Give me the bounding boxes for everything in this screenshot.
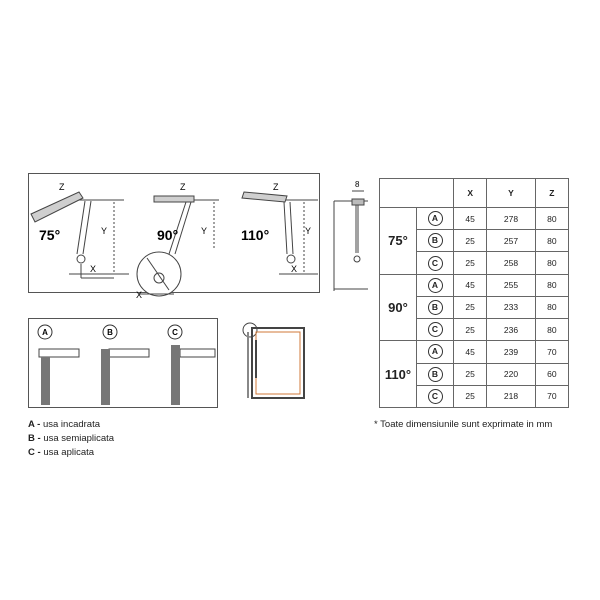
header-x: X [454,179,487,208]
cabinet-sketch-svg [238,318,308,406]
mount-a-badge: A [42,328,48,337]
legend-item-a: A - usa incadrata [28,419,101,430]
cell-x: 25 [454,230,487,252]
mount-b-top-hatched [109,349,149,357]
row-label-badge: A [428,344,443,359]
dim-y-110: Y [305,226,312,236]
dim-z-75: Z [59,182,65,192]
mounting-types-svg [29,319,217,407]
row-label-badge: C [428,389,443,404]
cell-z: 80 [535,230,568,252]
dim-8: 8 [355,180,360,189]
cell-x: 25 [454,363,487,385]
dim-z-110: Z [273,182,279,192]
angle-diagrams-svg [29,174,319,300]
cell-x: 25 [454,319,487,341]
cell-x: 45 [454,274,487,296]
angle-90-label: 90° [157,227,179,243]
dim-x-75: X [90,264,97,274]
cell-z: 80 [535,319,568,341]
table-row [380,341,569,363]
table-header-row [380,179,569,208]
mount-c-top-hatched [180,349,215,357]
cell-z: 80 [535,296,568,318]
angle-110-label: 110° [241,227,270,243]
cell-z: 80 [535,274,568,296]
row-label-badge: B [428,233,443,248]
units-note: * Toate dimensiunile sunt exprimate in mm [374,419,553,430]
angle-cell-110: 110° [380,341,417,408]
mounting-legend [28,418,114,460]
row-label-badge: C [428,322,443,337]
cell-y: 258 [487,252,535,274]
cell-y: 278 [487,208,535,230]
row-label-badge: B [428,367,443,382]
dimensions-table [379,178,569,408]
cell-y: 220 [487,363,535,385]
dim-z-90: Z [180,182,186,192]
row-label-badge: A [428,278,443,293]
cell-y: 236 [487,319,535,341]
cell-z: 70 [535,385,568,407]
angle-cell-90: 90° [380,274,417,341]
cabinet-sketch [238,318,308,406]
cell-x: 45 [454,208,487,230]
row-label-badge: B [428,300,443,315]
cell-y: 255 [487,274,535,296]
mount-a-door [41,357,50,405]
cell-x: 25 [454,385,487,407]
mount-c-badge: C [172,328,178,337]
cell-x: 45 [454,341,487,363]
cell-y: 239 [487,341,535,363]
angle-cell-75: 75° [380,208,417,275]
mount-a-top-hatched [39,349,79,357]
cell-z: 80 [535,252,568,274]
cell-z: 70 [535,341,568,363]
side-view-svg [330,173,368,291]
header-y: Y [487,179,535,208]
dim-y-75: Y [101,226,108,236]
mount-c-door [171,345,180,405]
row-label-badge: A [428,211,443,226]
legend-item-c: C - usa aplicata [28,447,95,458]
cell-y: 257 [487,230,535,252]
cell-z: 60 [535,363,568,385]
dim-x-110: X [291,264,298,274]
cell-z: 80 [535,208,568,230]
side-view-panel [330,173,368,291]
angle-75-label: 75° [39,227,61,243]
table-row [380,274,569,296]
header-z: Z [535,179,568,208]
mount-b-badge: B [107,328,113,337]
table-row [380,208,569,230]
diagram-90 [137,196,219,296]
cell-x: 25 [454,296,487,318]
dim-y-90: Y [201,226,208,236]
cell-y: 218 [487,385,535,407]
dim-x-90: X [136,290,143,300]
row-label-badge: C [428,256,443,271]
cell-y: 233 [487,296,535,318]
legend-item-b: B - usa semiaplicata [28,433,115,444]
mount-b-door [101,349,110,405]
angle-diagrams-panel [28,173,320,300]
mounting-types-panel [28,318,218,408]
cell-x: 25 [454,252,487,274]
